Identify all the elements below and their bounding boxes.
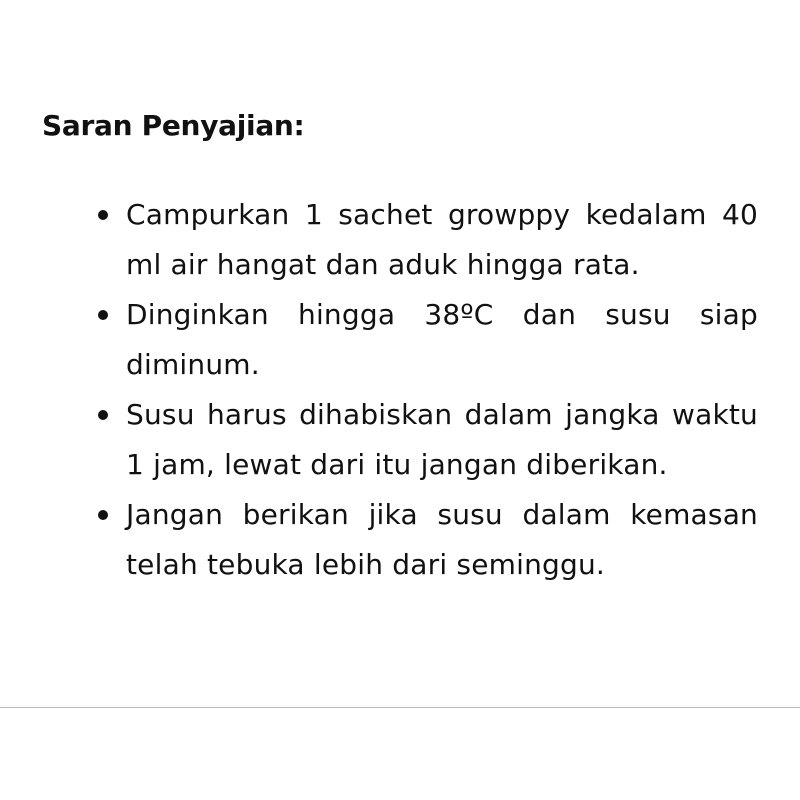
bullet-icon [98,510,108,520]
list-item [98,490,758,590]
list-item-text: Jangan berikan jika susu dalam kemasan telah tebuka lebih dari seminggu. [126,498,758,581]
bullet-icon [98,310,108,320]
bullet-icon [98,210,108,220]
list-item [98,190,758,290]
list-item [98,390,758,490]
list-item-text: Campurkan 1 sachet growppy kedalam 40 ml air hangat dan aduk hingga rata. [126,198,758,281]
serving-instructions-list [98,190,758,590]
section-heading: Saran Penyajian: [42,109,305,142]
divider [0,707,800,708]
list-item-text: Dinginkan hingga 38ºC dan susu siap diminum. [126,298,758,381]
bullet-icon [98,410,108,420]
list-item-text: Susu harus dihabiskan dalam jangka waktu 1 jam, lewat dari itu jangan diberikan. [126,398,758,481]
list-item [98,290,758,390]
